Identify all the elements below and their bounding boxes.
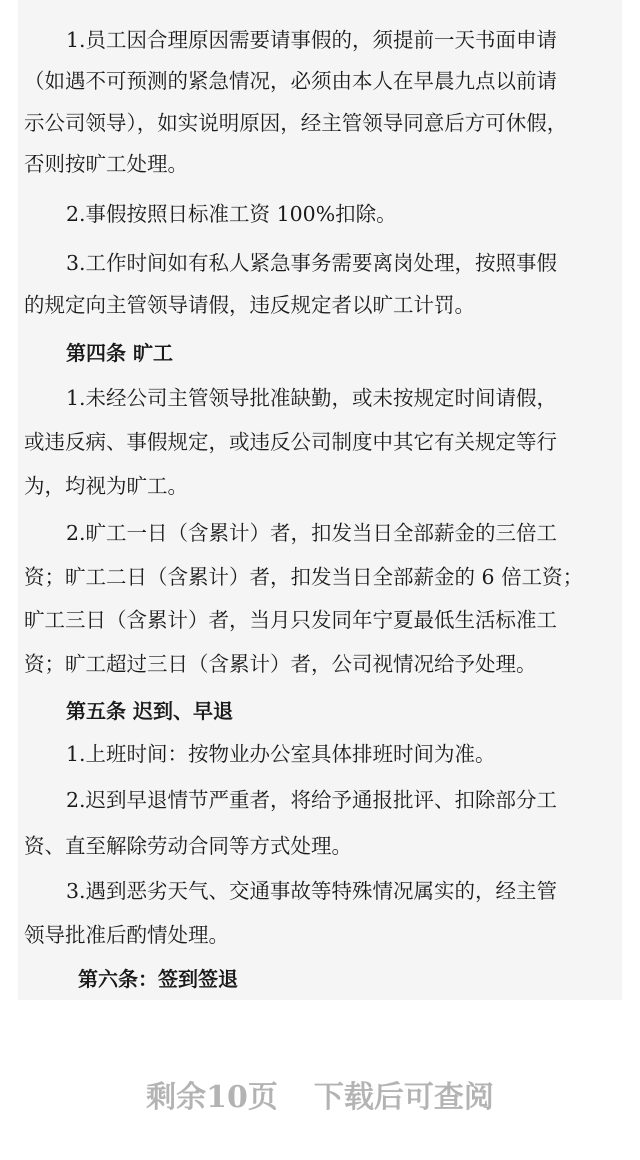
paragraph-line: 资、直至解除劳动合同等方式处理。 bbox=[24, 834, 352, 858]
paragraph-line: 1.员工因合理原因需要请事假的，须提前一天书面申请 bbox=[66, 28, 558, 52]
section-heading: 第六条：签到签退 bbox=[78, 967, 238, 991]
paragraph-line: 资；旷工二日（含累计）者，扣发当日全部薪金的 6 倍工资； bbox=[24, 565, 584, 589]
paragraph-line: 的规定向主管领导请假，违反规定者以旷工计罚。 bbox=[24, 293, 475, 317]
paragraph-line: 旷工三日（含累计）者，当月只发同年宁夏最低生活标准工 bbox=[24, 608, 557, 632]
paragraph-line: 或违反病、事假规定，或违反公司制度中其它有关规定等行 bbox=[24, 430, 557, 454]
paragraph-line: 示公司领导），如实说明原因，经主管领导同意后方可休假， bbox=[24, 111, 568, 135]
document-page bbox=[18, 0, 622, 1000]
paragraph-line: （如遇不可预测的紧急情况，必须由本人在早晨九点以前请 bbox=[24, 69, 557, 93]
section-heading: 第五条 迟到、早退 bbox=[66, 699, 233, 723]
paragraph-line: 1.上班时间：按物业办公室具体排班时间为准。 bbox=[66, 742, 496, 766]
paragraph-line: 资；旷工超过三日（含累计）者，公司视情况给予处理。 bbox=[24, 652, 537, 676]
paragraph-line: 否则按旷工处理。 bbox=[24, 152, 188, 176]
paragraph-line: 1.未经公司主管领导批准缺勤，或未按规定时间请假， bbox=[66, 386, 558, 410]
remaining-pages-text: 剩余10页 bbox=[146, 1080, 278, 1115]
paragraph-line: 领导批准后酌情处理。 bbox=[24, 923, 229, 947]
paragraph-line: 为，均视为旷工。 bbox=[24, 474, 188, 498]
paragraph-line: 2.迟到早退情节严重者，将给予通报批评、扣除部分工 bbox=[66, 788, 558, 812]
download-to-read-text: 下载后可查阅 bbox=[313, 1080, 494, 1115]
download-prompt[interactable] bbox=[0, 1076, 640, 1120]
section-heading: 第四条 旷工 bbox=[66, 341, 173, 365]
paragraph-line: 3.遇到恶劣天气、交通事故等特殊情况属实的，经主管 bbox=[66, 879, 558, 903]
paragraph-line: 2.旷工一日（含累计）者，扣发当日全部薪金的三倍工 bbox=[66, 521, 558, 545]
paragraph-line: 3.工作时间如有私人紧急事务需要离岗处理，按照事假 bbox=[66, 251, 558, 275]
paragraph-line: 2.事假按照日标准工资 100%扣除。 bbox=[66, 202, 397, 226]
